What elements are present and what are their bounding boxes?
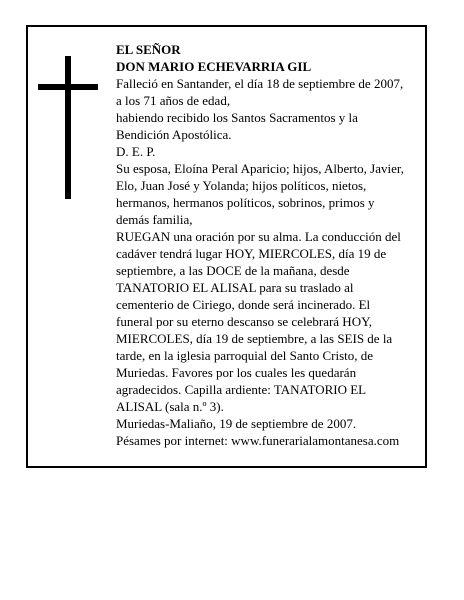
notice-line: TANATORIO EL ALISAL para su traslado al bbox=[116, 280, 354, 295]
notice-line: funeral por su eterno descanso se celebrará HOY, bbox=[116, 314, 373, 329]
place-date-line: Muriedas-Maliaño, 19 de septiembre de 2007. bbox=[116, 416, 357, 431]
notice-line: cadáver tendrá lugar HOY, MIERCOLES, día 19 de bbox=[116, 246, 387, 261]
notice-heading: EL SEÑOR bbox=[116, 42, 181, 57]
notice-line: Bendición Apostólica. bbox=[116, 127, 232, 142]
notice-line: habiendo recibido los Santos Sacramentos y la bbox=[116, 110, 358, 125]
cross-horizontal-bar bbox=[38, 84, 98, 90]
obituary-notice bbox=[26, 25, 427, 468]
notice-line: septiembre, a las DOCE de la mañana, desde bbox=[116, 263, 350, 278]
deceased-name: DON MARIO ECHEVARRIA GIL bbox=[116, 59, 312, 74]
notice-line: MIERCOLES, día 19 de septiembre, a las SEIS de la bbox=[116, 331, 393, 346]
notice-text bbox=[116, 41, 420, 449]
cross-icon bbox=[38, 56, 98, 199]
notice-line: hermanos, hermanos políticos, sobrinos, primos y bbox=[116, 195, 375, 210]
cross-vertical-bar bbox=[65, 56, 71, 199]
notice-line: Su esposa, Eloína Peral Aparicio; hijos, Alberto, Javier, bbox=[116, 161, 404, 176]
notice-line: cementerio de Ciriego, donde será incinerado. El bbox=[116, 297, 371, 312]
notice-line: Elo, Juan José y Yolanda; hijos políticos, nietos, bbox=[116, 178, 367, 193]
notice-line: Falleció en Santander, el día 18 de septiembre de 2007, bbox=[116, 76, 404, 91]
notice-line: agradecidos. Capilla ardiente: TANATORIO EL bbox=[116, 382, 367, 397]
notice-line: tarde, en la iglesia parroquial del Santo Cristo, de bbox=[116, 348, 374, 363]
notice-line: ALISAL (sala n.º 3). bbox=[116, 399, 224, 414]
notice-line: demás familia, bbox=[116, 212, 193, 227]
rest-in-peace-line: D. E. P. bbox=[116, 144, 156, 159]
notice-line: RUEGAN una oración por su alma. La conducción del bbox=[116, 229, 401, 244]
condolences-line: Pésames por internet: www.funerarialamontanesa.com bbox=[116, 433, 400, 448]
notice-line: Muriedas. Favores por los cuales les quedarán bbox=[116, 365, 357, 380]
notice-line: a los 71 años de edad, bbox=[116, 93, 231, 108]
